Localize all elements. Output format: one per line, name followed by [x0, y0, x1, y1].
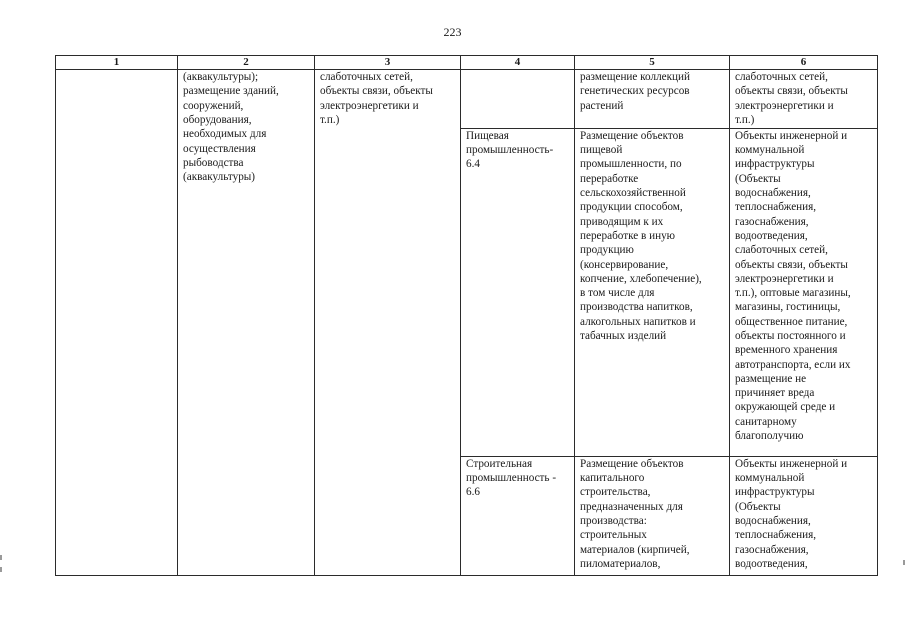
col4-text: Строительная промышленность - 6.6 — [466, 457, 557, 499]
column-header-5: 5 — [575, 56, 730, 70]
scan-margin-mark — [0, 567, 2, 572]
table-row — [56, 70, 878, 129]
column-header-4: 4 — [461, 56, 575, 70]
col3-cell — [315, 70, 461, 576]
col6-text: Объекты инженерной и коммунальной инфраструктуры (Объекты водоснабжения, теплоснабжения, газоснабжения, водоотведения, — [735, 457, 848, 570]
scan-margin-mark — [0, 555, 2, 560]
column-header-6: 6 — [730, 56, 878, 70]
col4-cell — [461, 70, 575, 129]
col4-cell — [461, 128, 575, 456]
column-header-3: 3 — [315, 56, 461, 70]
col5-cell — [575, 70, 730, 129]
col5-cell — [575, 456, 730, 575]
col1-cell — [56, 70, 178, 576]
col5-cell — [575, 128, 730, 456]
column-header-2: 2 — [178, 56, 315, 70]
col3-text: слаботочных сетей, объекты связи, объекты электроэнергетики и т.п.) — [320, 71, 433, 127]
col5-text: размещение коллекций генетических ресурсов растений — [580, 71, 691, 112]
page-number: 223 — [443, 25, 462, 39]
col4-cell — [461, 456, 575, 575]
col6-text: слаботочных сетей, объекты связи, объекты электроэнергетики и т.п.) — [735, 71, 848, 127]
col5-text: Размещение объектов капитального строительства, предназначенных для производства: строительных материалов (кирпичей, пиломатериалов, — [580, 457, 690, 570]
col2-text: (аквакультуры); размещение зданий, сооружений, оборудования, необходимых для осуществления рыбоводства (аквакультуры) — [183, 71, 279, 184]
header-row — [56, 56, 878, 70]
column-header-1: 1 — [56, 56, 178, 70]
col6-cell — [730, 128, 878, 456]
col6-cell — [730, 456, 878, 575]
col4-text: Пищевая промышленность- 6.4 — [466, 129, 554, 171]
col5-text: Размещение объектов пищевой промышленности, по переработке сельскохозяйственной продукции способом, приводящим к их переработке в иную продукцию (консервирование, копчение, хлебопечение), в том числе для производства напитков, алкогольных напитков и табачных изделий — [580, 129, 702, 342]
col2-cell — [178, 70, 315, 576]
col6-cell — [730, 70, 878, 129]
land-use-table — [55, 55, 878, 576]
col6-text: Объекты инженерной и коммунальной инфраструктуры (Объекты водоснабжения, теплоснабжения, газоснабжения, водоотведения, слаботочных сетей, объекты связи, объекты электроэнергетики и т.п.), оптовые магазины, магазины, гостиницы, общественное питание, объекты постоянного и временного хранения автотранспорта, если их размещение не причиняет вреда окружающей среде и санитарному благополучию — [735, 129, 851, 443]
